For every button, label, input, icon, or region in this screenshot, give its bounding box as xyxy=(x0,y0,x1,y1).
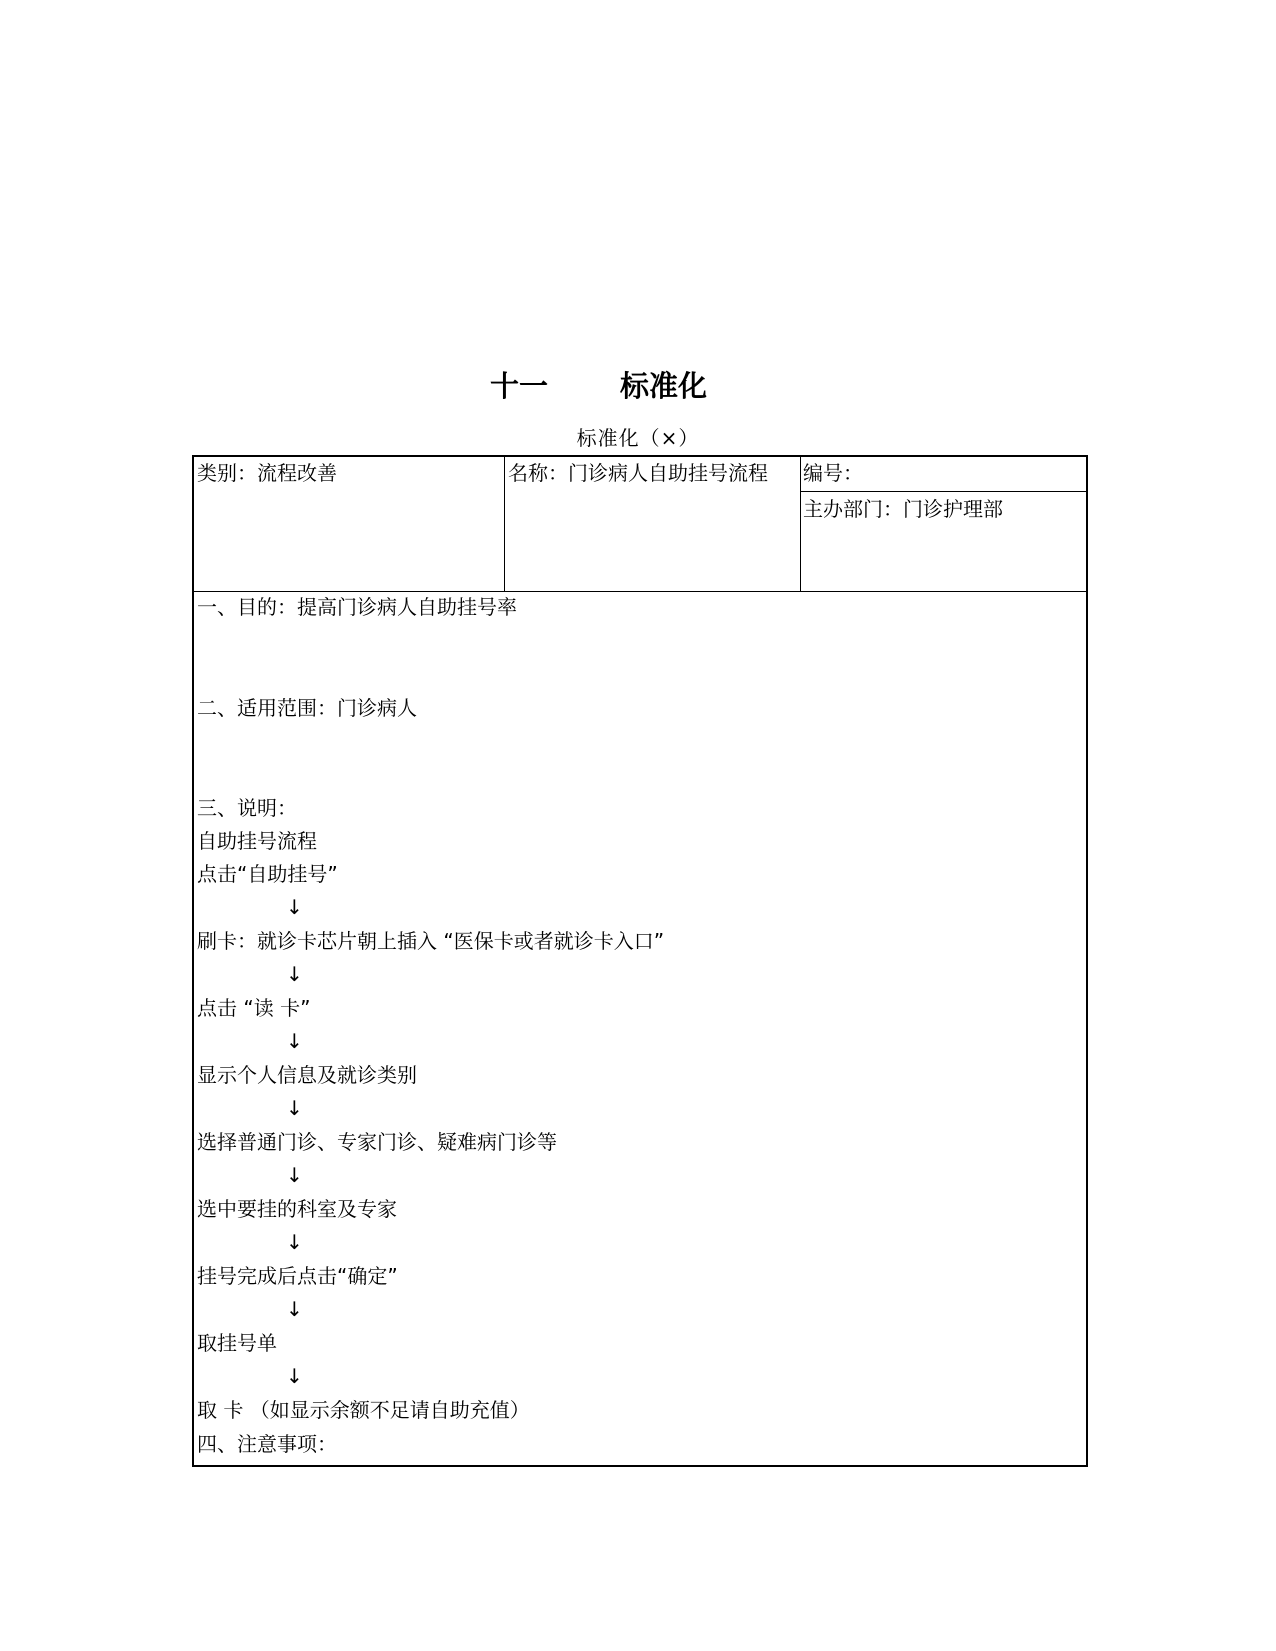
flow-step-6: 选中要挂的科室及专家 xyxy=(197,1197,397,1221)
flow-step-2: 刷卡：就诊卡芯片朝上插入 “医保卡或者就诊卡入口” xyxy=(197,929,665,953)
header-divider-1 xyxy=(504,457,505,591)
code-divider xyxy=(800,491,1088,492)
flow-step-7: 挂号完成后点击“确定” xyxy=(197,1264,398,1288)
title-main: 标准化 xyxy=(620,369,708,403)
flow-arrow-icon: ↓ xyxy=(286,1230,303,1254)
flow-step-3: 点击 “读 卡” xyxy=(197,996,311,1020)
document-title xyxy=(0,364,1276,404)
department-cell: 主办部门：门诊护理部 xyxy=(803,497,1003,521)
flow-arrow-icon: ↓ xyxy=(286,1297,303,1321)
flow-step-5: 选择普通门诊、专家门诊、疑难病门诊等 xyxy=(197,1130,557,1154)
flow-arrow-icon: ↓ xyxy=(286,1364,303,1388)
title-number: 十一 xyxy=(490,369,549,403)
flow-heading: 自助挂号流程 xyxy=(197,829,317,853)
flow-arrow-icon: ↓ xyxy=(286,1096,303,1120)
flow-arrow-icon: ↓ xyxy=(286,895,303,919)
header-divider-2 xyxy=(800,457,801,591)
explanation-heading: 三、说明： xyxy=(197,796,297,820)
flow-step-8: 取挂号单 xyxy=(197,1331,277,1355)
flow-arrow-icon: ↓ xyxy=(286,962,303,986)
name-cell: 名称：门诊病人自助挂号流程 xyxy=(508,461,768,485)
notes-heading: 四、注意事项： xyxy=(197,1432,337,1456)
flow-arrow-icon: ↓ xyxy=(286,1163,303,1187)
scope-text: 二、适用范围：门诊病人 xyxy=(197,696,417,720)
header-bottom-line xyxy=(194,591,1088,592)
code-cell: 编号： xyxy=(803,461,863,485)
flow-step-4: 显示个人信息及就诊类别 xyxy=(197,1063,417,1087)
form-subtitle: 标准化（×） xyxy=(576,426,700,450)
flow-step-9: 取 卡 （如显示余额不足请自助充值） xyxy=(197,1398,530,1422)
form-table xyxy=(192,455,1088,1467)
flow-step-1: 点击“自助挂号” xyxy=(197,862,338,886)
category-cell: 类别：流程改善 xyxy=(197,461,337,485)
flow-arrow-icon: ↓ xyxy=(286,1029,303,1053)
purpose-text: 一、目的：提高门诊病人自助挂号率 xyxy=(197,595,517,619)
